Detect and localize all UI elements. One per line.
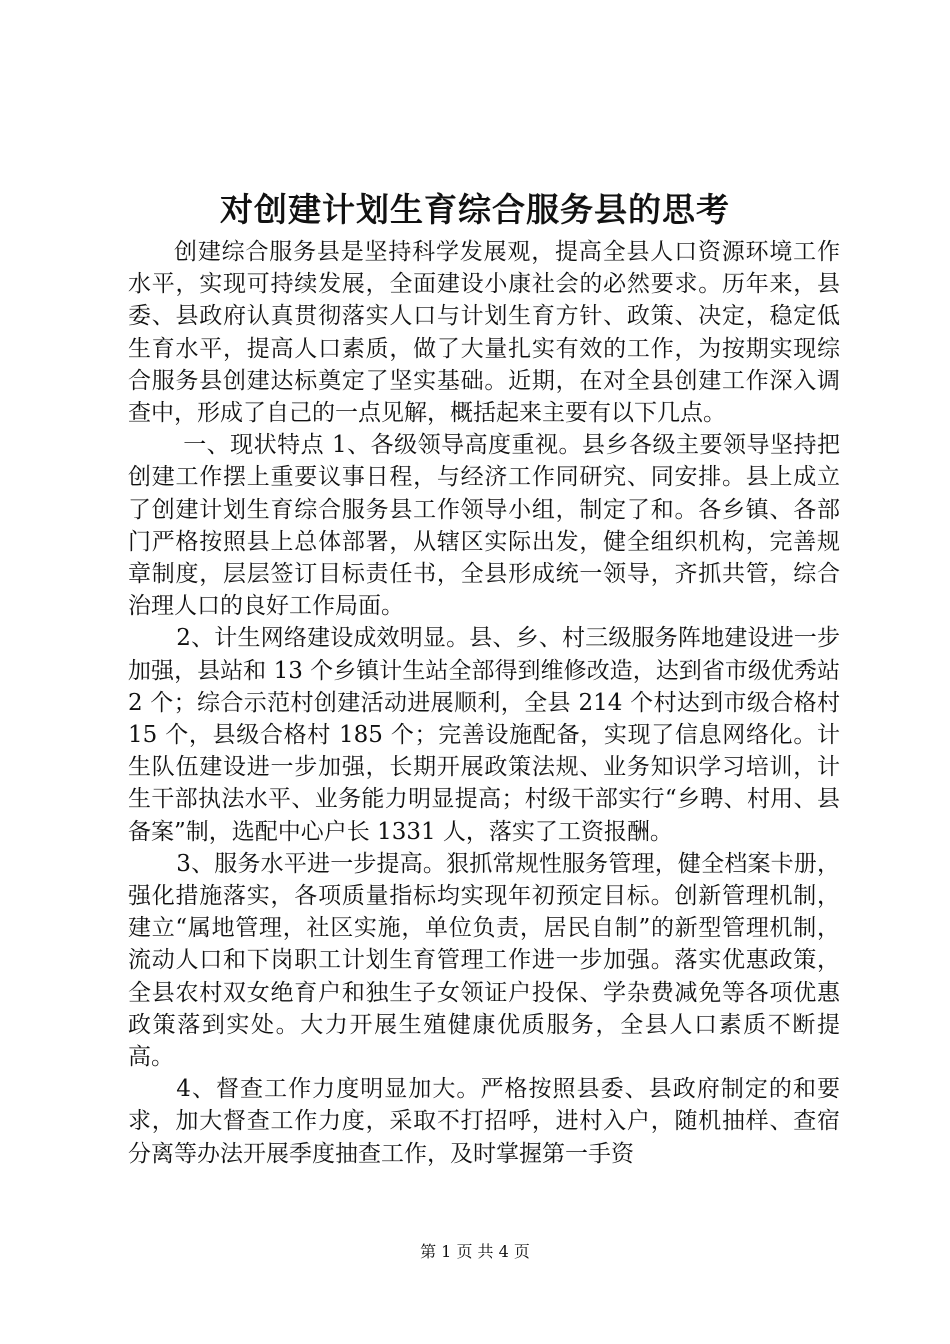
paragraph-network-construction: 2、计生网络建设成效明显。县、乡、村三级服务阵地建设进一步加强，县站和 13 个乡镇计生站全部得到维修改造，达到省市级优秀站 2 个；综合示范村创建活动进展顺利，全县 214 个村达到市级合格村 15 个，县级合格村 185 个；完善设施配备，实现了信息网络化。计生队伍建设进一步加强，长期开展政策法规、业务知识学习培训，计生干部执法水平、业务能力明显提高；村级干部实行“乡聘、村用、县备案”制，选配中心户长 1331 人，落实了工资报酬。 [128, 625, 840, 845]
document-body [128, 236, 840, 1170]
page-footer: 第 1 页 共 4 页 [420, 1242, 530, 1261]
paragraph-service-level: 3、服务水平进一步提高。狠抓常规性服务管理，健全档案卡册，强化措施落实，各项质量指标均实现年初预定目标。创新管理机制，建立“属地管理，社区实施，单位负责，居民自制”的新型管理机制，流动人口和下岗职工计划生育管理工作进一步加强。落实优惠政策，全县农村双女绝育户和独生子女领证户投保、学杂费减免等各项优惠政策落到实处。大力开展生殖健康优质服务，全县人口素质不断提高。 [128, 850, 840, 1071]
paragraph-intro: 创建综合服务县是坚持科学发展观，提高全县人口资源环境工作水平，实现可持续发展，全面建设小康社会的必然要求。历年来，县委、县政府认真贯彻落实人口与计划生育方针、政策、决定，稳定低生育水平，提高人口素质，做了大量扎实有效的工作，为按期实现综合服务县创建达标奠定了坚实基础。近期，在对全县创建工作深入调查中，形成了自己的一点见解，概括起来主要有以下几点。 [128, 239, 840, 427]
paragraph-supervision: 4、督查工作力度明显加大。严格按照县委、县政府制定的和要求，加大督查工作力度，采取不打招呼，进村入户，随机抽样、查宿分离等办法开展季度抽查工作，及时掌握第一手资 [128, 1076, 840, 1167]
paragraph-current-status: 一、现状特点 1、各级领导高度重视。县乡各级主要领导坚持把创建工作摆上重要议事日程，与经济工作同研究、同安排。县上成立了创建计划生育综合服务县工作领导小组，制定了和。各乡镇、各部门严格按照县上总体部署，从辖区实际出发，健全组织机构，完善规章制度，层层签订目标责任书，全县形成统一领导，齐抓共管，综合治理人口的良好工作局面。 [128, 432, 840, 620]
document-title: 对创建计划生育综合服务县的思考 [220, 190, 730, 229]
